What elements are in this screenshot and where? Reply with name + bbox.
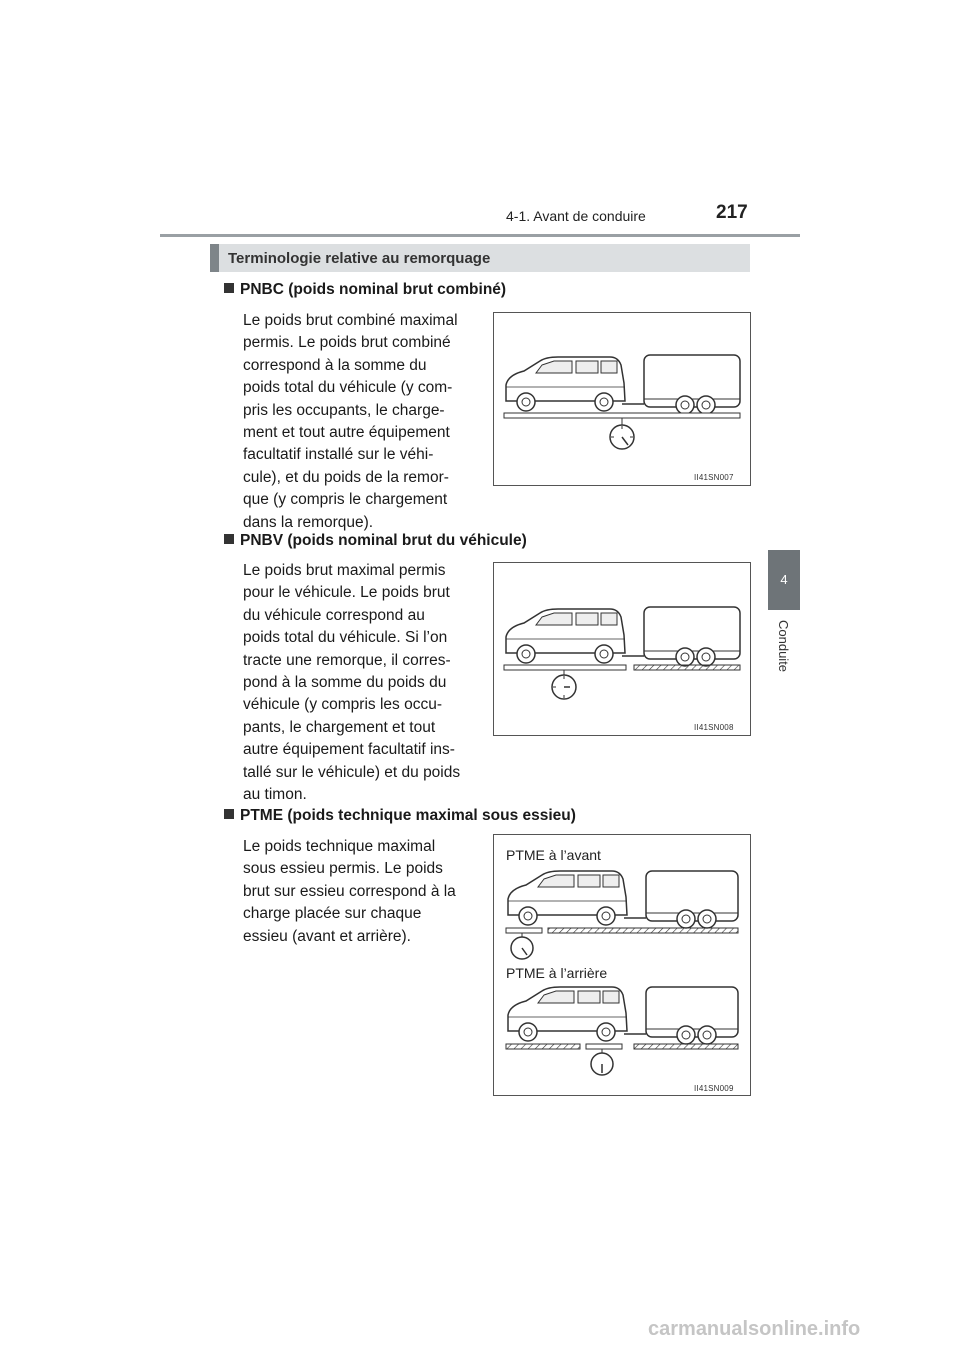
text-line: essieu (avant et arrière). — [243, 927, 411, 945]
figure-pnbc — [493, 312, 751, 486]
text-line: poids total du véhicule (y com- — [243, 379, 453, 397]
figure-ptme — [493, 834, 751, 1096]
text-line: que (y compris le chargement — [243, 491, 448, 509]
heading-pnbv-text: PNBV (poids nominal brut du véhicule) — [240, 532, 527, 549]
section-title-accent — [210, 244, 219, 272]
chapter-tab-number: 4 — [780, 572, 788, 587]
text-line: brut sur essieu correspond à la — [243, 882, 456, 900]
text-line: pants, le chargement et tout — [243, 718, 436, 736]
square-bullet-icon — [224, 283, 234, 293]
figure-code: II41SN008 — [694, 723, 734, 732]
text-line: cule), et du poids de la remor- — [243, 468, 449, 486]
text-line: pond à la somme du poids du — [243, 674, 447, 692]
text-line: pour le véhicule. Le poids brut — [243, 584, 450, 602]
heading-ptme-text: PTME (poids technique maximal sous essieu) — [240, 807, 576, 824]
text-line: Le poids technique maximal — [243, 838, 436, 855]
text-line: charge placée sur chaque — [243, 905, 422, 923]
page-number: 217 — [716, 202, 748, 223]
text-line: Le poids brut maximal permis — [243, 562, 446, 579]
text-line: facultatif installé sur le véhi- — [243, 446, 434, 464]
label-ptme-rear: PTME à l’arrière — [506, 965, 608, 981]
chapter-tab-label-box — [768, 620, 800, 680]
text-line: ment et tout autre équipement — [243, 424, 450, 442]
text-line: du véhicule correspond au — [243, 606, 425, 624]
figure-code: II41SN007 — [694, 473, 734, 482]
square-bullet-icon — [224, 809, 234, 819]
header-divider — [160, 234, 800, 237]
square-bullet-icon — [224, 534, 234, 544]
illustration-pnbc — [494, 313, 752, 487]
label-ptme-front: PTME à l’avant — [506, 847, 601, 863]
text-line: sous essieu permis. Le poids — [243, 860, 443, 878]
text-line: autre équipement facultatif ins- — [243, 741, 455, 759]
text-line: pris les occupants, le charge- — [243, 401, 445, 419]
text-line: Le poids brut combiné maximal — [243, 312, 458, 329]
illustration-ptme — [494, 835, 752, 1097]
text-line: correspond à la somme du — [243, 356, 427, 374]
watermark: carmanualsonline.info — [648, 1318, 861, 1340]
header-section-title: 4-1. Avant de conduire — [506, 208, 646, 224]
figure-pnbv — [493, 562, 751, 736]
heading-ptme — [224, 807, 576, 825]
paragraph-ptme — [243, 836, 477, 948]
text-line: permis. Le poids brut combiné — [243, 334, 451, 352]
text-line: au timon. — [243, 786, 307, 804]
paragraph-pnbc — [243, 310, 477, 534]
text-line: poids total du véhicule. Si l’on — [243, 629, 448, 647]
paragraph-pnbv — [243, 560, 477, 806]
text-line: dans la remorque). — [243, 513, 374, 531]
illustration-pnbv — [494, 563, 752, 737]
heading-pnbc — [224, 281, 506, 299]
section-title: Terminologie relative au remorquage — [228, 250, 491, 267]
heading-pnbc-text: PNBC (poids nominal brut combiné) — [240, 281, 507, 298]
chapter-tab-label: Conduite — [776, 620, 791, 673]
text-line: tallé sur le véhicule) et du poids — [243, 763, 461, 781]
heading-pnbv — [224, 532, 527, 550]
text-line: véhicule (y compris les occu- — [243, 696, 442, 714]
text-line: tracte une remorque, il corres- — [243, 651, 451, 669]
figure-code: II41SN009 — [694, 1084, 734, 1093]
